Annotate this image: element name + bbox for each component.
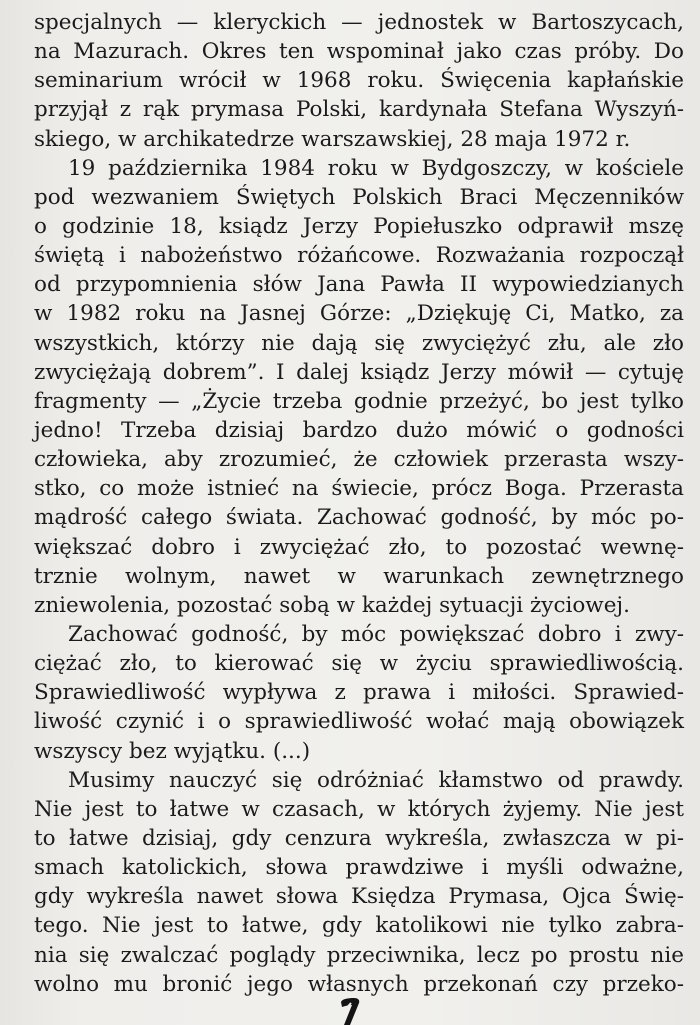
text-line: przyjął z rąk prymasa Polski, kardynała Stefana Wyszyń- <box>34 97 684 123</box>
text-line: fragmenty — „Życie trzeba godnie przeżyć, bo jest tylko <box>34 388 684 414</box>
text-line: człowieka, aby zrozumieć, że człowiek przerasta wszy- <box>34 447 684 473</box>
text-line: Zachować godność, by móc powiększać dobro i zwy- <box>68 621 684 647</box>
text-line: stko, co może istnieć na świecie, prócz Boga. Przerasta <box>34 476 684 502</box>
text-line: liwość czynić i o sprawiedliwość wołać mają obowiązek <box>34 709 684 735</box>
text-line: to łatwe dzisiaj, gdy cenzura wykreśla, zwłaszcza w pi- <box>34 825 684 851</box>
text-line: gdy wykreśla nawet słowa Księdza Prymasa, Ojca Świę- <box>34 884 684 910</box>
text-line: nia się zwalczać poglądy przeciwnika, lecz po prostu nie <box>34 942 684 968</box>
text-line: zniewolenia, pozostać sobą w każdej sytuacji życiowej. <box>34 592 630 618</box>
page-number-mark <box>334 990 366 1025</box>
text-line: trznie wolnym, nawet w warunkach zewnętrznego <box>34 563 684 589</box>
text-line: Musimy nauczyć się odróżniać kłamstwo od prawdy. <box>68 767 684 793</box>
text-line: mądrość całego świata. Zachować godność, by móc po- <box>34 505 684 531</box>
text-line: wszystkich, którzy nie dają się zwyciężyć złu, ale zło <box>34 330 684 356</box>
text-line: skiego, w archikatedrze warszawskiej, 28 maja 1972 r. <box>34 126 631 152</box>
text-line: smach katolickich, słowa prawdziwe i myśli odważne, <box>34 855 684 881</box>
text-line: Sprawiedliwość wypływa z prawa i miłości. Sprawied- <box>34 680 684 706</box>
text-line: od przypomnienia słów Jana Pawła II wypowiedzianych <box>34 272 684 298</box>
text-line: jedno! Trzeba dzisiaj bardzo dużo mówić o godności <box>34 417 684 443</box>
text-line: na Mazurach. Okres ten wspominał jako czas próby. Do <box>34 39 684 65</box>
text-line: wolno mu bronić jego własnych przekonań czy przeko- <box>34 971 684 997</box>
text-line: ciężać zło, to kierować się w życiu sprawiedliwością. <box>34 651 684 677</box>
text-line: Nie jest to łatwe w czasach, w których żyjemy. Nie jest <box>34 796 684 822</box>
text-line: świętą i nabożeństwo różańcowe. Rozważania rozpoczął <box>34 243 684 269</box>
text-line: w 1982 roku na Jasnej Górze: „Dziękuję Ci, Matko, za <box>34 301 684 327</box>
text-line: większać dobro i zwyciężać zło, to pozostać wewnę- <box>34 534 684 560</box>
body-text <box>34 8 684 999</box>
text-line: seminarium wrócił w 1968 roku. Święcenia kapłańskie <box>34 68 684 94</box>
text-line: specjalnych — kleryckich — jednostek w Bartoszycach, <box>34 10 684 35</box>
text-line: zwyciężają dobrem”. I dalej ksiądz Jerzy mówił — cytuję <box>34 359 684 385</box>
text-line: 19 października 1984 roku w Bydgoszczy, w kościele <box>68 155 684 181</box>
text-line: o godzinie 18, ksiądz Jerzy Popiełuszko odprawił mszę <box>34 213 684 239</box>
text-line: pod wezwaniem Świętych Polskich Braci Męczenników <box>34 184 684 210</box>
text-line: tego. Nie jest to łatwe, gdy katolikowi nie tylko zabra- <box>34 913 684 939</box>
text-line: wszyscy bez wyjątku. (...) <box>34 738 311 764</box>
